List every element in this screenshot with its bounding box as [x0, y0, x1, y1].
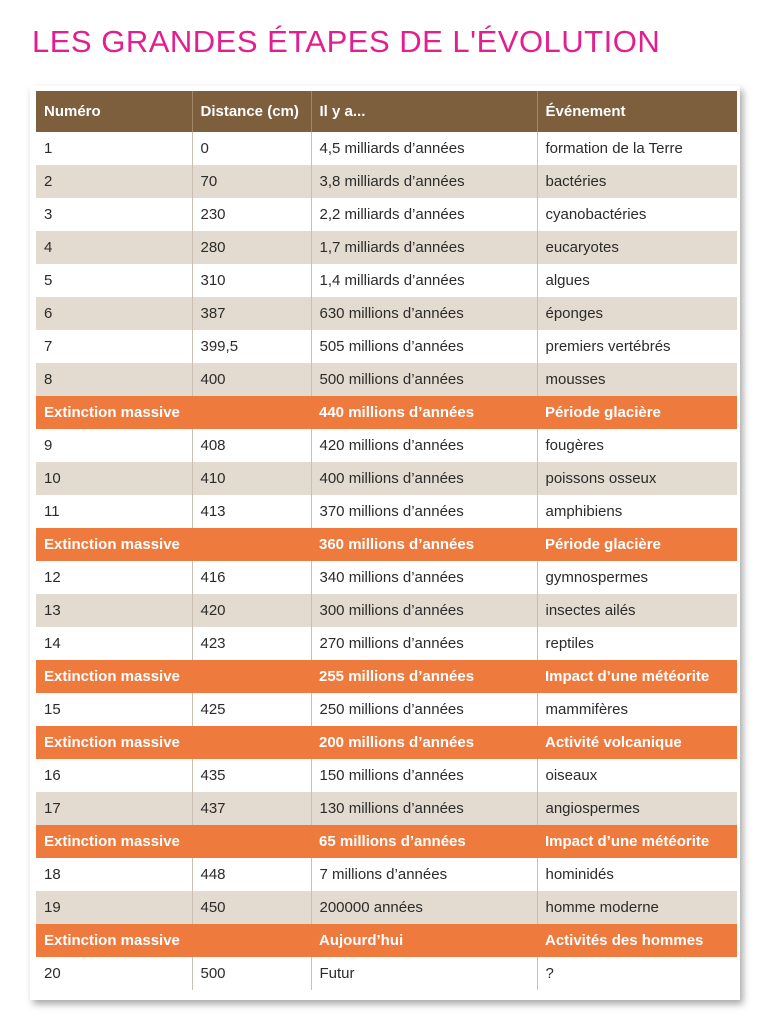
cell-il-y-a: 440 millions d’années	[311, 396, 537, 429]
cell-distance: 387	[192, 297, 311, 330]
cell-numero: 11	[36, 495, 192, 528]
cell-numero: 1	[36, 132, 192, 165]
cell-il-y-a: 65 millions d’années	[311, 825, 537, 858]
table-row	[36, 462, 737, 495]
cell-evenement: mousses	[537, 363, 737, 396]
cell-il-y-a: 7 millions d’années	[311, 858, 537, 891]
extinction-row	[36, 924, 737, 957]
table-row	[36, 957, 737, 990]
cell-il-y-a: 420 millions d’années	[311, 429, 537, 462]
cell-distance: 448	[192, 858, 311, 891]
cell-distance	[192, 825, 311, 858]
table-row	[36, 297, 737, 330]
header-il-y-a: Il y a...	[311, 91, 537, 132]
page-title: LES GRANDES ÉTAPES DE L'ÉVOLUTION	[32, 24, 661, 59]
cell-numero: Extinction massive	[36, 528, 192, 561]
cell-evenement: angiospermes	[537, 792, 737, 825]
cell-distance	[192, 726, 311, 759]
cell-distance: 410	[192, 462, 311, 495]
table-row	[36, 495, 737, 528]
cell-distance: 230	[192, 198, 311, 231]
cell-il-y-a: 1,4 milliards d’années	[311, 264, 537, 297]
table-row	[36, 792, 737, 825]
header-numero: Numéro	[36, 91, 192, 132]
cell-numero: Extinction massive	[36, 825, 192, 858]
cell-il-y-a: Futur	[311, 957, 537, 990]
cell-evenement: oiseaux	[537, 759, 737, 792]
cell-il-y-a: 370 millions d’années	[311, 495, 537, 528]
cell-numero: 20	[36, 957, 192, 990]
cell-il-y-a: 400 millions d’années	[311, 462, 537, 495]
cell-evenement: homme moderne	[537, 891, 737, 924]
cell-numero: 17	[36, 792, 192, 825]
cell-evenement: Activité volcanique	[537, 726, 737, 759]
table-row	[36, 165, 737, 198]
cell-il-y-a: 270 millions d’années	[311, 627, 537, 660]
cell-il-y-a: 340 millions d’années	[311, 561, 537, 594]
extinction-row	[36, 660, 737, 693]
cell-il-y-a: 630 millions d’années	[311, 297, 537, 330]
table-row	[36, 891, 737, 924]
extinction-row	[36, 528, 737, 561]
cell-distance: 70	[192, 165, 311, 198]
cell-evenement: Impact d’une météorite	[537, 825, 737, 858]
cell-distance: 0	[192, 132, 311, 165]
cell-evenement: gymnospermes	[537, 561, 737, 594]
cell-il-y-a: 255 millions d’années	[311, 660, 537, 693]
cell-numero: Extinction massive	[36, 396, 192, 429]
table-row	[36, 594, 737, 627]
table-body	[36, 132, 737, 990]
cell-numero: 3	[36, 198, 192, 231]
cell-distance: 310	[192, 264, 311, 297]
cell-numero: 15	[36, 693, 192, 726]
cell-evenement: mammifères	[537, 693, 737, 726]
cell-il-y-a: 4,5 milliards d’années	[311, 132, 537, 165]
cell-distance: 423	[192, 627, 311, 660]
cell-numero: Extinction massive	[36, 660, 192, 693]
cell-il-y-a: 1,7 milliards d’années	[311, 231, 537, 264]
cell-numero: 13	[36, 594, 192, 627]
table-row	[36, 759, 737, 792]
extinction-row	[36, 825, 737, 858]
cell-distance: 408	[192, 429, 311, 462]
table-row	[36, 429, 737, 462]
cell-evenement: Période glacière	[537, 396, 737, 429]
cell-il-y-a: 500 millions d’années	[311, 363, 537, 396]
cell-distance	[192, 924, 311, 957]
cell-distance: 435	[192, 759, 311, 792]
cell-distance: 500	[192, 957, 311, 990]
cell-evenement: reptiles	[537, 627, 737, 660]
cell-numero: 12	[36, 561, 192, 594]
cell-numero: 16	[36, 759, 192, 792]
cell-il-y-a: 200000 années	[311, 891, 537, 924]
cell-numero: Extinction massive	[36, 726, 192, 759]
cell-evenement: formation de la Terre	[537, 132, 737, 165]
cell-il-y-a: 505 millions d’années	[311, 330, 537, 363]
cell-numero: 19	[36, 891, 192, 924]
table-row	[36, 363, 737, 396]
cell-evenement: éponges	[537, 297, 737, 330]
table-row	[36, 561, 737, 594]
cell-numero: 2	[36, 165, 192, 198]
evolution-table	[36, 91, 737, 990]
cell-distance	[192, 660, 311, 693]
extinction-row	[36, 726, 737, 759]
cell-il-y-a: 250 millions d’années	[311, 693, 537, 726]
cell-evenement: insectes ailés	[537, 594, 737, 627]
cell-il-y-a: 360 millions d’années	[311, 528, 537, 561]
header-evenement: Événement	[537, 91, 737, 132]
table-row	[36, 198, 737, 231]
cell-evenement: bactéries	[537, 165, 737, 198]
cell-numero: 14	[36, 627, 192, 660]
header-distance: Distance (cm)	[192, 91, 311, 132]
cell-numero: 9	[36, 429, 192, 462]
cell-evenement: premiers vertébrés	[537, 330, 737, 363]
cell-evenement: Activités des hommes	[537, 924, 737, 957]
cell-distance: 425	[192, 693, 311, 726]
cell-numero: 8	[36, 363, 192, 396]
cell-distance: 399,5	[192, 330, 311, 363]
table-row	[36, 264, 737, 297]
cell-distance: 450	[192, 891, 311, 924]
cell-il-y-a: 3,8 milliards d’années	[311, 165, 537, 198]
cell-evenement: hominidés	[537, 858, 737, 891]
cell-evenement: Impact d’une météorite	[537, 660, 737, 693]
table-row	[36, 231, 737, 264]
cell-evenement: algues	[537, 264, 737, 297]
table-row	[36, 858, 737, 891]
cell-evenement: fougères	[537, 429, 737, 462]
cell-numero: 18	[36, 858, 192, 891]
cell-numero: 6	[36, 297, 192, 330]
cell-il-y-a: 130 millions d’années	[311, 792, 537, 825]
table-row	[36, 132, 737, 165]
extinction-row	[36, 396, 737, 429]
table-row	[36, 693, 737, 726]
cell-distance: 413	[192, 495, 311, 528]
cell-evenement: Période glacière	[537, 528, 737, 561]
cell-evenement: eucaryotes	[537, 231, 737, 264]
cell-distance	[192, 396, 311, 429]
cell-distance: 416	[192, 561, 311, 594]
table-row	[36, 330, 737, 363]
cell-evenement: amphibiens	[537, 495, 737, 528]
cell-il-y-a: 150 millions d’années	[311, 759, 537, 792]
cell-il-y-a: 2,2 milliards d’années	[311, 198, 537, 231]
cell-il-y-a: Aujourd’hui	[311, 924, 537, 957]
cell-numero: Extinction massive	[36, 924, 192, 957]
cell-distance: 400	[192, 363, 311, 396]
cell-numero: 5	[36, 264, 192, 297]
cell-il-y-a: 300 millions d’années	[311, 594, 537, 627]
cell-distance: 437	[192, 792, 311, 825]
cell-evenement: poissons osseux	[537, 462, 737, 495]
cell-distance	[192, 528, 311, 561]
cell-numero: 4	[36, 231, 192, 264]
cell-numero: 10	[36, 462, 192, 495]
cell-evenement: ?	[537, 957, 737, 990]
table-header-row	[36, 91, 737, 132]
cell-distance: 420	[192, 594, 311, 627]
cell-il-y-a: 200 millions d’années	[311, 726, 537, 759]
table-row	[36, 627, 737, 660]
cell-evenement: cyanobactéries	[537, 198, 737, 231]
cell-numero: 7	[36, 330, 192, 363]
cell-distance: 280	[192, 231, 311, 264]
